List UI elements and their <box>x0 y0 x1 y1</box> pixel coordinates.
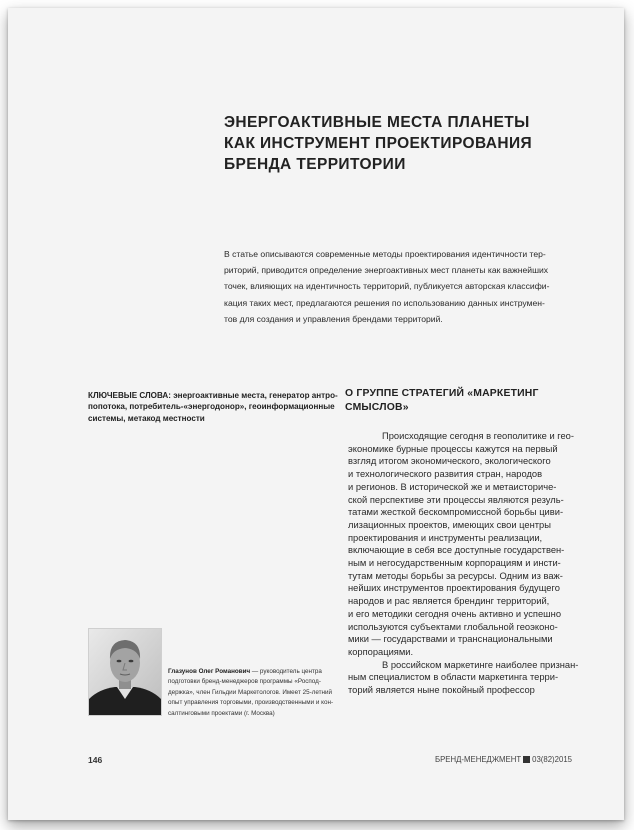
keywords-line: системы, метакод местности <box>88 413 205 423</box>
body-line: тутам методы борьбы за ресурсы. Одним из важ- <box>348 570 563 581</box>
journal-name: БРЕНД-МЕНЕДЖМЕНТ <box>434 755 522 764</box>
square-separator-icon <box>523 756 530 763</box>
keywords-line: попотока, потребитель-«энергодонор», геоинформационные <box>88 402 335 412</box>
body-line: ным и негосударственным корпорациям и инсти- <box>348 558 561 569</box>
author-line: держка», член Гильдии Маркетологов. Имеет 25-летний <box>168 688 333 696</box>
journal-issue: 03(82)2015 <box>532 755 572 764</box>
keywords <box>88 390 338 424</box>
body-line: экономике бурные процессы кажутся на первый <box>348 443 558 454</box>
article-abstract <box>224 246 614 327</box>
magazine-page <box>8 8 624 820</box>
author-line: салтинговыми проектами (г. Москва) <box>168 709 275 717</box>
body-line: торий является ныне покойный профессор <box>348 685 535 696</box>
author-line: подготовки бренд-менеджеров программы «Роспод- <box>168 678 321 686</box>
abstract-line: В статье описываются современные методы проектирования идентичности тер- <box>224 249 546 259</box>
author-portrait-image <box>89 629 161 715</box>
abstract-line: риторий, приводится определение энергоактивных мест планеты как важнейших <box>224 265 549 276</box>
section-heading-line: О ГРУППЕ СТРАТЕГИЙ «МАРКЕТИНГ <box>345 388 539 399</box>
article-body <box>348 430 608 697</box>
body-line: проектирования и инструменты реализации, <box>348 532 543 543</box>
section-heading-line: СМЫСЛОВ» <box>345 401 409 413</box>
section-heading <box>345 387 605 414</box>
abstract-line: кация таких мест, предлагаются решения по использованию данных инструмен- <box>224 297 545 308</box>
author-role: — руководитель центра <box>250 668 322 675</box>
body-line: и его методики сегодня очень активно и успешно <box>348 608 562 619</box>
body-line: Происходящие сегодня в геополитике и гео- <box>382 431 574 441</box>
author-photo <box>88 628 162 716</box>
body-line: ской перспективе эти процессы являются резуль- <box>348 494 564 505</box>
body-line: корпорациями. <box>348 646 414 657</box>
body-line: используются субъектами глобальной геоэконо- <box>348 621 558 632</box>
body-line: и регионов. В исторической же и метаисториче- <box>348 481 557 492</box>
author-info <box>168 667 338 719</box>
article-title <box>224 112 604 175</box>
body-line: нейших инструментов проектирования будущего <box>348 583 560 594</box>
page-number: 146 <box>88 755 103 765</box>
author-name: Глазунов Олег Романович <box>168 668 251 675</box>
title-line: КАК ИНСТРУМЕНТ ПРОЕКТИРОВАНИЯ <box>224 135 533 152</box>
abstract-line: тов для создания и управления брендами территорий. <box>224 313 443 324</box>
abstract-line: точек, влияющих на идентичность территорий, публикуется авторская классифи- <box>224 281 550 292</box>
body-line: лизационных проектов, имеющих свои центры <box>348 519 551 530</box>
body-line: взгляд итогом экономического, экологического <box>348 456 551 467</box>
body-line: ным специалистом в области маркетинга терри- <box>348 672 559 683</box>
body-line: татами жесткой бескомпромиссной борьбы циви- <box>348 507 564 518</box>
journal-footer <box>435 755 572 764</box>
author-line: опыт управления торговыми, производственными и кон- <box>168 699 334 707</box>
author-line <box>168 667 338 677</box>
title-line: ЭНЕРГОАКТИВНЫЕ МЕСТА ПЛАНЕТЫ <box>224 114 530 131</box>
body-line: включающие в себя все доступные государствен- <box>348 545 565 556</box>
body-line: и технологического развития стран, народов <box>348 469 543 480</box>
keywords-line: КЛЮЧЕВЫЕ СЛОВА: энергоактивные места, генератор антро- <box>88 391 338 400</box>
body-line: народов и рас является брендинг территорий, <box>348 596 550 607</box>
body-line: В российском маркетинге наиболее признан- <box>382 659 579 670</box>
body-line: мики — государствами и транснациональными <box>348 634 553 645</box>
title-line: БРЕНДА ТЕРРИТОРИИ <box>224 156 406 173</box>
